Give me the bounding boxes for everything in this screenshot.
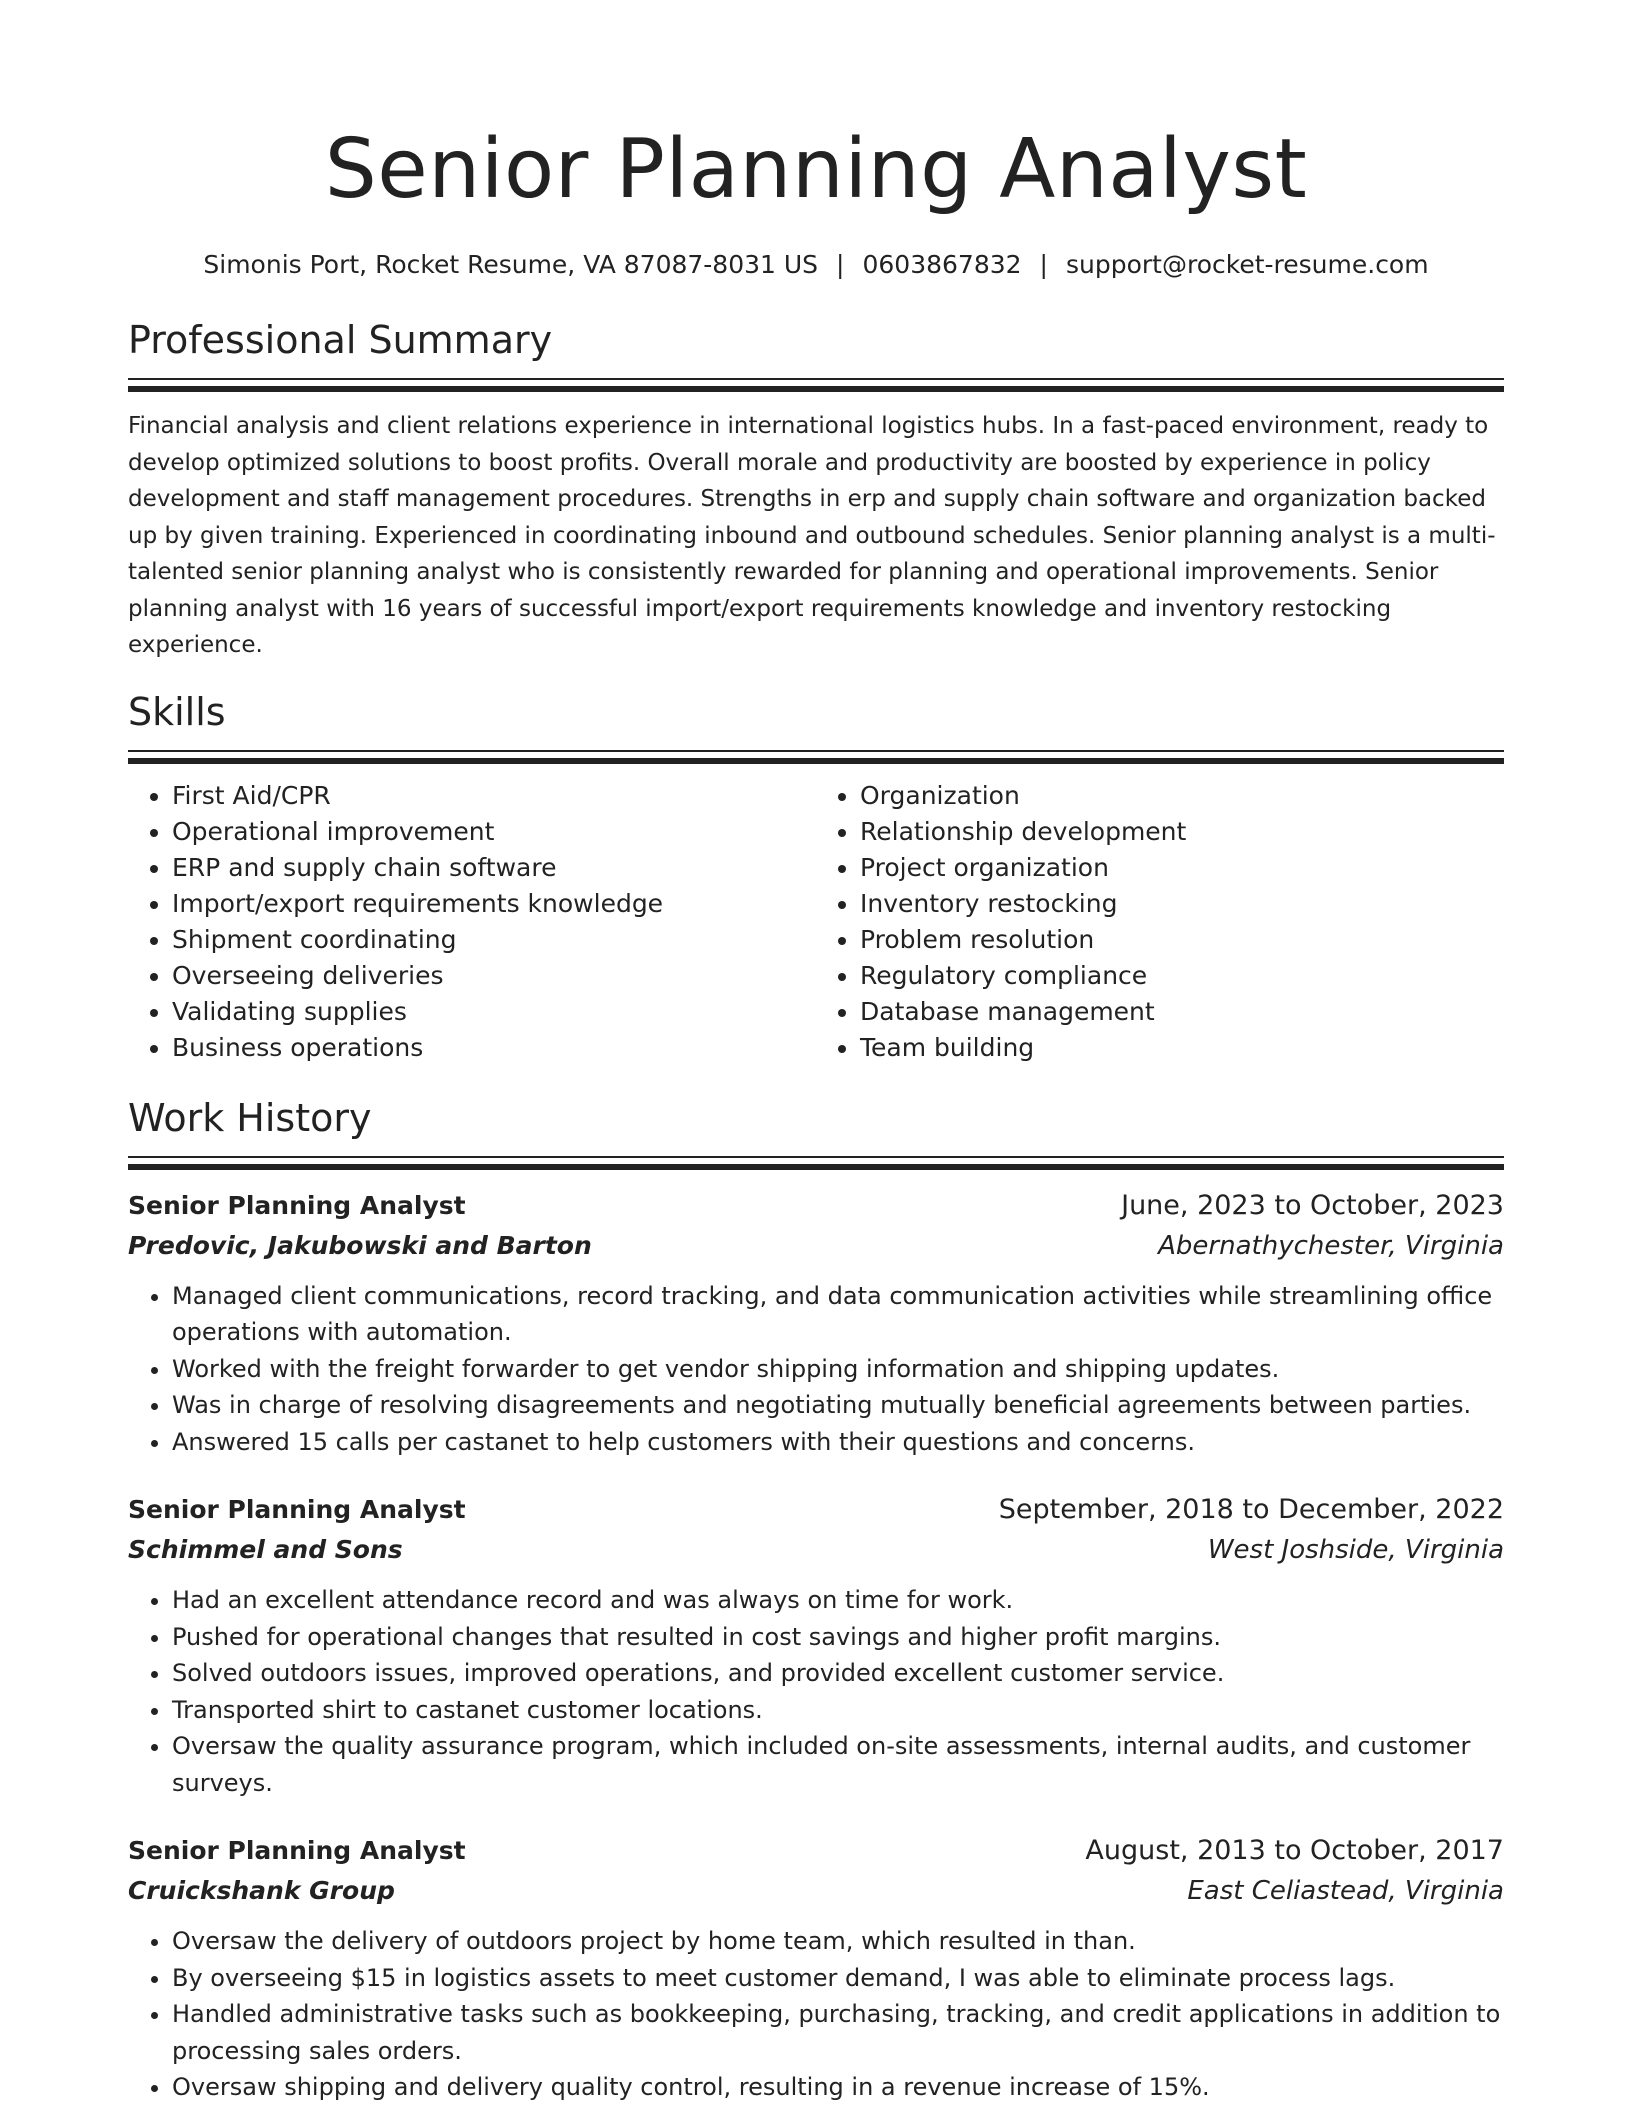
job-dates: September, 2018 to December, 2022 — [998, 1494, 1504, 1525]
skill-item: • ERP and supply chain software — [172, 850, 816, 886]
contact-phone: 0603867832 — [862, 250, 1022, 279]
skill-item: • Relationship development — [860, 814, 1504, 850]
skill-item: • Business operations — [172, 1030, 816, 1066]
job-entry — [128, 1186, 1504, 1461]
contact-email[interactable]: support@rocket-resume.com — [1065, 250, 1429, 279]
skill-item: • Problem resolution — [860, 922, 1504, 958]
skill-item: • Import/export requirements knowledge — [172, 886, 816, 922]
job-company: Schimmel and Sons — [128, 1535, 403, 1564]
job-bullet: • Had an excellent attendance record and was always on time for work. — [172, 1582, 1504, 1619]
job-dates: August, 2013 to October, 2017 — [1085, 1835, 1504, 1866]
job-company: Predovic, Jakubowski and Barton — [128, 1230, 592, 1260]
job-bullet: • Worked with the freight forwarder to get vendor shipping information and shipping updates. — [172, 1351, 1504, 1388]
skill-item: • First Aid/CPR — [172, 778, 816, 814]
job-header-row — [128, 1490, 1504, 1530]
job-title: Senior Planning Analyst — [128, 1495, 466, 1524]
job-bullet: • Transported shirt to castanet customer locations. — [172, 1692, 1504, 1729]
job-bullet: • Was in charge of resolving disagreements and negotiating mutually beneficial agreements between parties. — [172, 1387, 1504, 1424]
job-company-row — [128, 1871, 1504, 1911]
work-history-section — [128, 1094, 1504, 2106]
skill-item: • Organization — [860, 778, 1504, 814]
job-bullet: • By overseeing $15 in logistics assets to meet customer demand, I was able to eliminate process lags. — [172, 1960, 1504, 1997]
skills-list-left — [128, 778, 816, 1066]
job-entry — [128, 1490, 1504, 1801]
job-bullet: • Oversaw the quality assurance program, which included on-site assessments, internal audits, and customer surveys. — [172, 1728, 1504, 1801]
job-bullet: • Oversaw the delivery of outdoors project by home team, which resulted in than. — [172, 1923, 1504, 1960]
skill-item: • Validating supplies — [172, 994, 816, 1030]
contact-line — [128, 248, 1504, 282]
job-title: Senior Planning Analyst — [128, 1836, 466, 1865]
job-header-row — [128, 1831, 1504, 1871]
job-company: Cruickshank Group — [128, 1876, 395, 1905]
resume-page — [128, 0, 1504, 2106]
job-location: West Joshside, Virginia — [1207, 1535, 1504, 1565]
skill-item: • Operational improvement — [172, 814, 816, 850]
job-bullet: • Pushed for operational changes that resulted in cost savings and higher profit margins. — [172, 1619, 1504, 1656]
summary-section — [128, 316, 1504, 664]
skill-item: • Database management — [860, 994, 1504, 1030]
skills-columns — [128, 778, 1504, 1066]
contact-separator: | — [836, 250, 845, 279]
section-divider — [128, 378, 1504, 392]
job-location: East Celiastead, Virginia — [1187, 1876, 1504, 1906]
summary-text: Financial analysis and client relations experience in international logistics hubs. In a fast-paced environment, ready to develop optimized solutions to boost profits. Overall morale and productivity are boosted by experience in policy development and staff management procedures. Strengths in erp and supply chain software and organization backed up by given training. Experienced in coordinating inbound and outbound schedules. Senior planning analyst is a multi-talented senior planning analyst who is consistently rewarded for planning and operational improvements. Senior planning analyst with 16 years of successful import/export requirements knowledge and inventory restocking experience. — [128, 413, 1496, 658]
job-location: Abernathychester, Virginia — [1158, 1230, 1504, 1261]
job-bullets — [128, 1278, 1504, 1461]
job-company-row — [128, 1530, 1504, 1570]
job-bullets — [128, 1582, 1504, 1801]
job-dates: June, 2023 to October, 2023 — [1121, 1189, 1504, 1221]
contact-separator: | — [1039, 250, 1048, 279]
job-title: Senior Planning Analyst — [128, 1190, 466, 1220]
skills-list-right — [816, 778, 1504, 1066]
job-company-row — [128, 1226, 1504, 1266]
job-bullet: • Managed client communications, record tracking, and data communication activities while streamlining office operations with automation. — [172, 1278, 1504, 1351]
job-bullets — [128, 1923, 1504, 2106]
section-title-work-history: Work History — [128, 1095, 372, 1140]
skill-item: • Inventory restocking — [860, 886, 1504, 922]
skill-item: • Regulatory compliance — [860, 958, 1504, 994]
skill-item: • Overseeing deliveries — [172, 958, 816, 994]
candidate-name: Senior Planning Analyst — [324, 122, 1308, 217]
job-bullet: • Handled administrative tasks such as bookkeeping, purchasing, tracking, and credit applications in addition to processing sales orders. — [172, 1996, 1504, 2069]
job-bullet: • Solved outdoors issues, improved operations, and provided excellent customer service. — [172, 1655, 1504, 1692]
job-bullet: • Answered 15 calls per castanet to help customers with their questions and concerns. — [172, 1424, 1504, 1461]
section-title-summary: Professional Summary — [128, 318, 553, 362]
skill-item: • Project organization — [860, 850, 1504, 886]
section-divider — [128, 1156, 1504, 1170]
job-header-row — [128, 1186, 1504, 1226]
skill-item: • Shipment coordinating — [172, 922, 816, 958]
job-entry — [128, 1831, 1504, 2106]
section-divider — [128, 750, 1504, 764]
skills-section — [128, 688, 1504, 1066]
contact-address: Simonis Port, Rocket Resume, VA 87087-8031 US — [203, 250, 819, 279]
section-title-skills: Skills — [128, 689, 226, 734]
skill-item: • Team building — [860, 1030, 1504, 1066]
job-bullet: • Oversaw shipping and delivery quality control, resulting in a revenue increase of 15%. — [172, 2069, 1504, 2106]
